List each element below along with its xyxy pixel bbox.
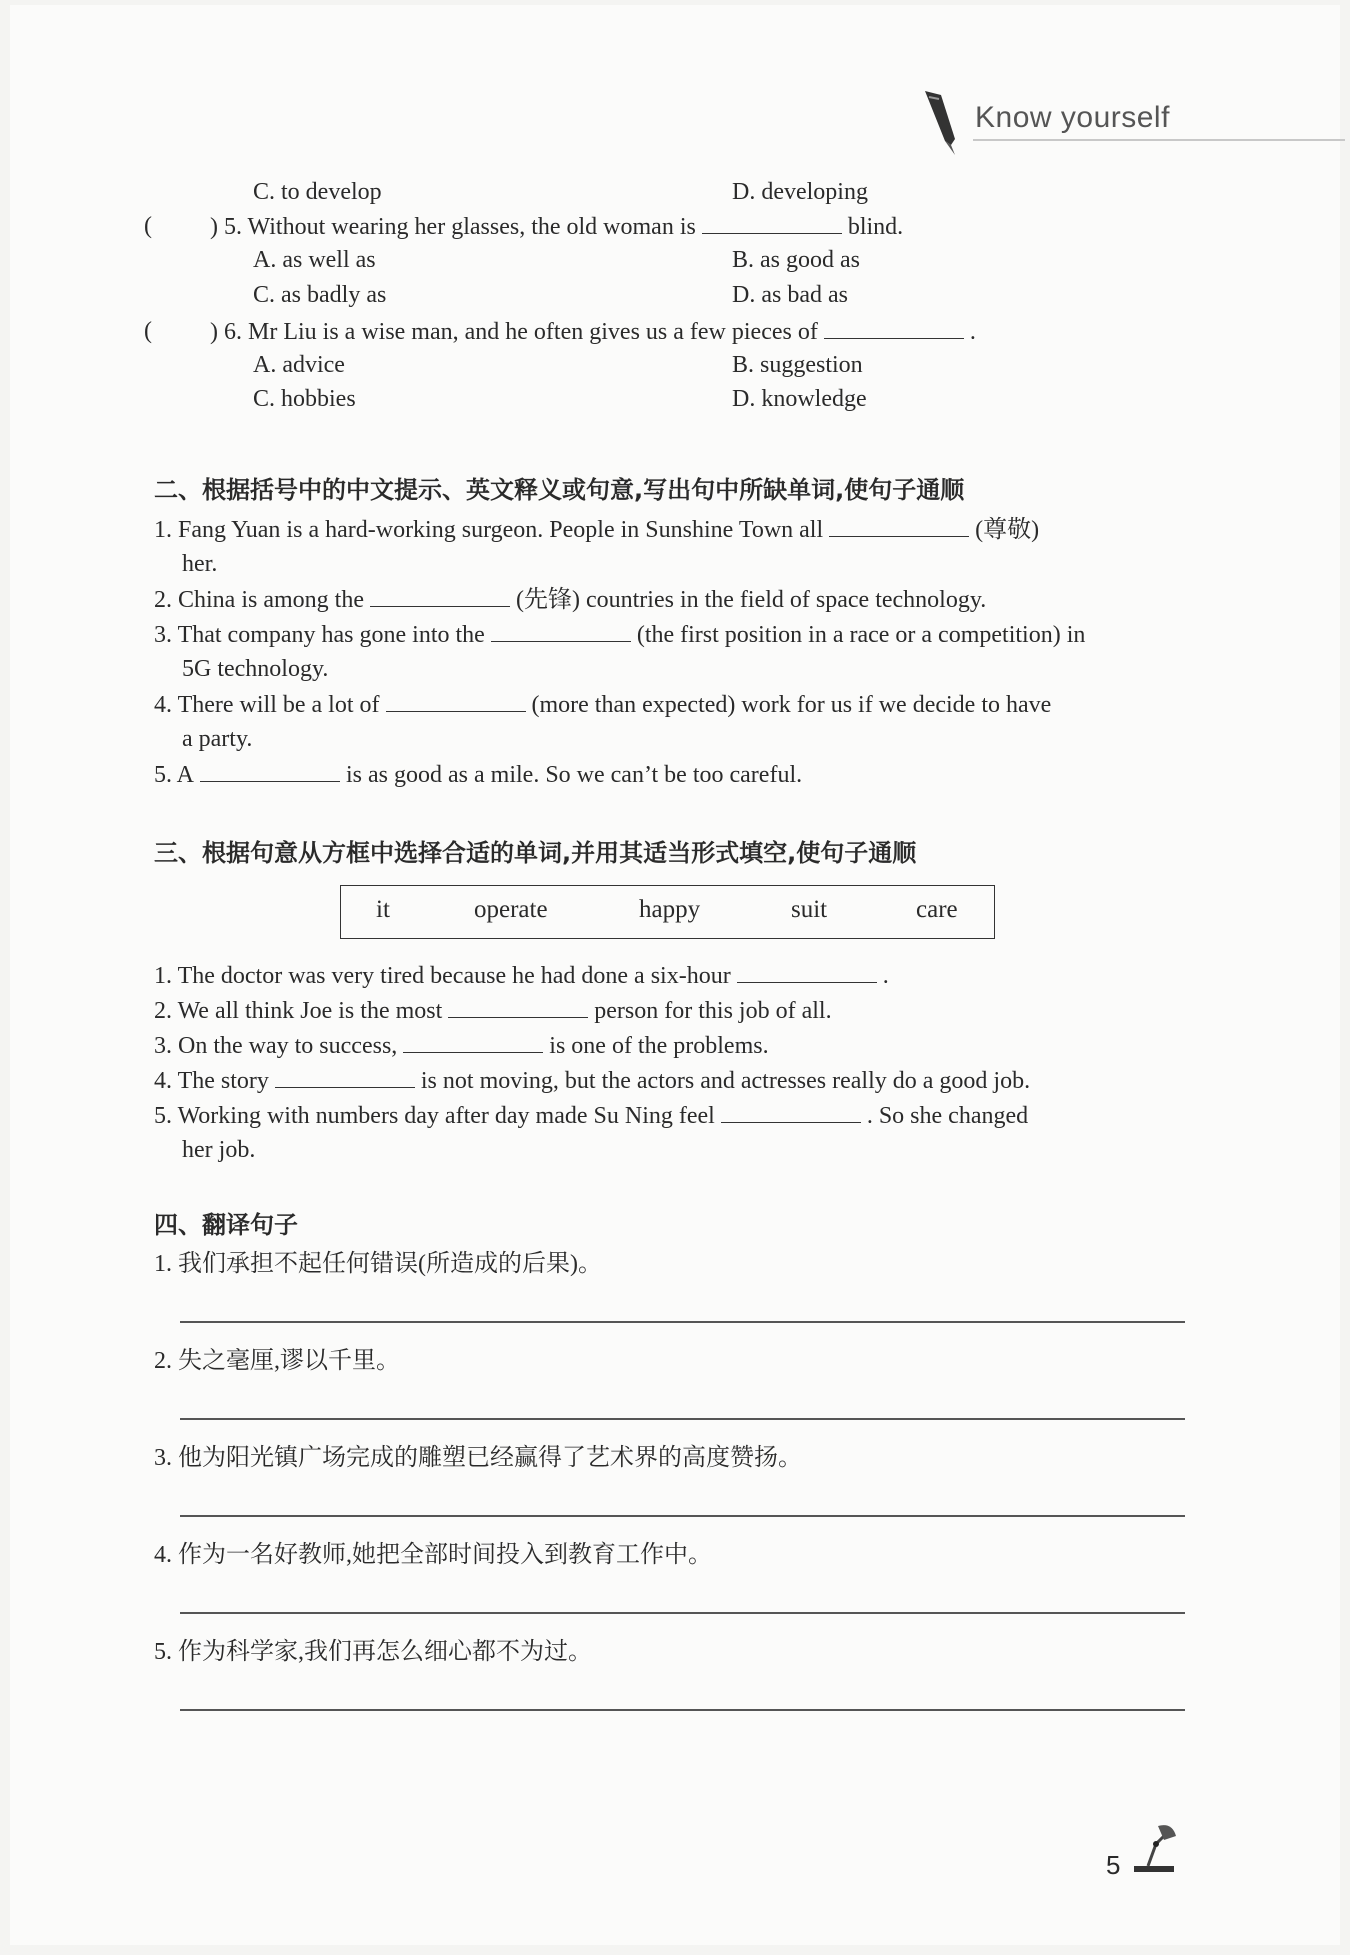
- s4-item-4-answer-line[interactable]: [180, 1612, 1185, 1614]
- s2-item-1-hint: (尊敬): [975, 517, 1040, 543]
- word-box: [340, 885, 995, 939]
- s3-item-3-blank[interactable]: [403, 1028, 543, 1053]
- s2-item-4: [154, 687, 1051, 722]
- q6-stem: [210, 314, 976, 349]
- q6-stem-a: ) 6. Mr Liu is a wise man, and he often gives us a few pieces of: [210, 319, 818, 345]
- s2-item-4-cont: a party.: [182, 726, 253, 752]
- s2-item-5-text: 5. A: [154, 762, 195, 788]
- section3-heading: 三、根据句意从方框中选择合适的单词,并用其适当形式填空,使句子通顺: [154, 839, 917, 867]
- q5-stem-a: ) 5. Without wearing her glasses, the old woman is: [210, 214, 696, 240]
- s2-item-2-text: 2. China is among the: [154, 587, 364, 613]
- q5-option-a: A. as well as: [253, 247, 376, 273]
- s2-item-4-text: 4. There will be a lot of: [154, 692, 380, 718]
- s3-item-3: [154, 1028, 769, 1063]
- s2-item-1-blank[interactable]: [829, 512, 969, 537]
- q5-stem: [210, 209, 903, 244]
- s3-item-2-rest: person for this job of all.: [594, 998, 832, 1024]
- s4-item-2-answer-line[interactable]: [180, 1418, 1185, 1420]
- s2-item-3: [154, 617, 1085, 652]
- s4-item-1: 1. 我们承担不起任何错误(所造成的后果)。: [154, 1251, 602, 1277]
- desk-lamp-icon: [1128, 1820, 1184, 1876]
- q5-option-b: B. as good as: [732, 247, 860, 273]
- section2-heading: 二、根据括号中的中文提示、英文释义或句意,写出句中所缺单词,使句子通顺: [154, 476, 965, 504]
- q6-option-a: A. advice: [253, 352, 345, 378]
- s2-item-1: [154, 512, 1039, 547]
- q6-paren: (: [144, 318, 152, 344]
- word-box-item: it: [376, 896, 390, 923]
- s3-item-1: [154, 958, 889, 993]
- q4-option-d: D. developing: [732, 179, 868, 205]
- s2-item-4-blank[interactable]: [386, 687, 526, 712]
- s2-item-3-rest: (the first position in a race or a competition) in: [636, 622, 1086, 648]
- page-header: [915, 87, 1345, 147]
- s3-item-2-blank[interactable]: [448, 993, 588, 1018]
- s4-item-3-answer-line[interactable]: [180, 1515, 1185, 1517]
- word-box-item: care: [916, 896, 958, 923]
- q5-option-d: D. as bad as: [732, 282, 848, 308]
- q4-option-c: C. to develop: [253, 179, 382, 205]
- s3-item-3-rest: is one of the problems.: [549, 1033, 769, 1059]
- q6-stem-b: .: [969, 319, 976, 345]
- q6-blank[interactable]: [824, 314, 964, 339]
- s3-item-4-blank[interactable]: [275, 1063, 415, 1088]
- s2-item-2: [154, 582, 986, 617]
- s3-item-5: [154, 1098, 1028, 1133]
- s4-item-4: 4. 作为一名好教师,她把全部时间投入到教育工作中。: [154, 1542, 712, 1568]
- word-box-item: happy: [639, 896, 701, 923]
- q6-option-d: D. knowledge: [732, 386, 867, 412]
- s4-item-3: 3. 他为阳光镇广场完成的雕塑已经赢得了艺术界的高度赞扬。: [154, 1445, 802, 1471]
- q5-stem-b: blind.: [847, 214, 904, 240]
- s2-item-3-cont: 5G technology.: [182, 656, 329, 682]
- workbook-page: [10, 5, 1340, 1945]
- s3-item-5-cont: her job.: [182, 1137, 256, 1163]
- s3-item-2: [154, 993, 832, 1028]
- s2-item-2-rest: (先锋) countries in the field of space technology.: [515, 587, 987, 613]
- pen-icon: [915, 87, 965, 157]
- s2-item-1-text: 1. Fang Yuan is a hard-working surgeon. People in Sunshine Town all: [154, 517, 824, 543]
- s3-item-1-text: 1. The doctor was very tired because he had done a six-hour: [154, 963, 731, 989]
- header-rule: [973, 139, 1345, 141]
- s2-item-4-rest: (more than expected) work for us if we decide to have: [531, 692, 1052, 718]
- q6-option-b: B. suggestion: [732, 352, 863, 378]
- s3-item-2-text: 2. We all think Joe is the most: [154, 998, 443, 1024]
- s3-item-5-blank[interactable]: [721, 1098, 861, 1123]
- s2-item-3-blank[interactable]: [491, 617, 631, 642]
- section4-heading: 四、翻译句子: [154, 1211, 298, 1239]
- q5-paren: (: [144, 213, 152, 239]
- s3-item-5-text: 5. Working with numbers day after day made Su Ning feel: [154, 1103, 715, 1129]
- s3-item-3-text: 3. On the way to success,: [154, 1033, 398, 1059]
- s2-item-2-blank[interactable]: [370, 582, 510, 607]
- q6-option-c: C. hobbies: [253, 386, 356, 412]
- s3-item-1-blank[interactable]: [737, 958, 877, 983]
- s4-item-2: 2. 失之毫厘,谬以千里。: [154, 1348, 400, 1374]
- s2-item-5: [154, 757, 802, 792]
- q5-blank[interactable]: [702, 209, 842, 234]
- s2-item-5-blank[interactable]: [200, 757, 340, 782]
- s2-item-1-cont: her.: [182, 551, 218, 577]
- q5-option-c: C. as badly as: [253, 282, 387, 308]
- s2-item-3-text: 3. That company has gone into the: [154, 622, 485, 648]
- page-number: 5: [1106, 1850, 1121, 1880]
- s3-item-5-rest: . So she changed: [866, 1103, 1029, 1129]
- s4-item-1-answer-line[interactable]: [180, 1321, 1185, 1323]
- word-box-item: suit: [791, 896, 828, 923]
- s3-item-4-text: 4. The story: [154, 1068, 269, 1094]
- s4-item-5-answer-line[interactable]: [180, 1709, 1185, 1711]
- s2-item-5-rest: is as good as a mile. So we can’t be too careful.: [346, 762, 803, 788]
- s3-item-4: [154, 1063, 1030, 1098]
- word-box-item: operate: [474, 896, 548, 923]
- s3-item-1-rest: .: [882, 963, 889, 989]
- s4-item-5: 5. 作为科学家,我们再怎么细心都不为过。: [154, 1639, 592, 1665]
- header-title: Know yourself: [975, 101, 1170, 134]
- s3-item-4-rest: is not moving, but the actors and actresses really do a good job.: [420, 1068, 1031, 1094]
